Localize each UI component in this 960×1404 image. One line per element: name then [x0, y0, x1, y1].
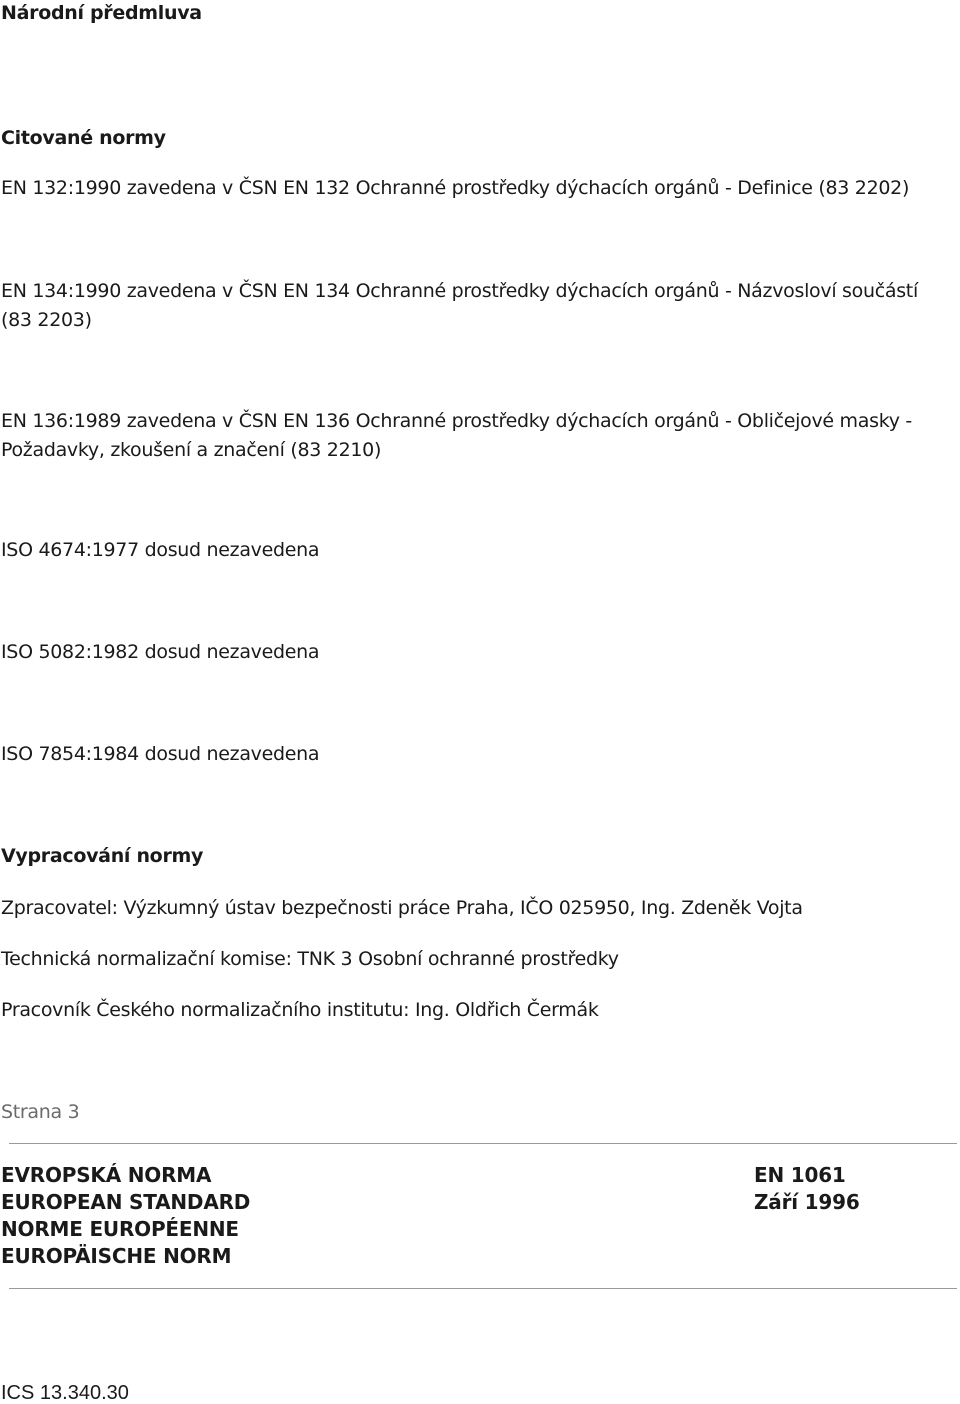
prepared-processor: Zpracovatel: Výzkumný ústav bezpečnosti práce Praha, IČO 025950, Ing. Zdeněk Vojta	[1, 897, 803, 919]
cited-item-en132: EN 132:1990 zavedena v ČSN EN 132 Ochranné prostředky dýchacích orgánů - Definice (83 2202)	[1, 177, 910, 199]
prepared-committee: Technická normalizační komise: TNK 3 Osobní ochranné prostředky	[1, 948, 619, 970]
cited-item-iso7854: ISO 7854:1984 dosud nezavedena	[1, 743, 320, 765]
standard-number: EN 1061	[754, 1163, 846, 1187]
prepared-worker: Pracovník Českého normalizačního institutu: Ing. Oldřich Čermák	[1, 999, 599, 1021]
cited-item-en136-line1: EN 136:1989 zavedena v ČSN EN 136 Ochranné prostředky dýchacích orgánů - Obličejové masky -	[1, 410, 912, 432]
top-divider	[9, 1143, 957, 1144]
preface-title: Národní předmluva	[1, 2, 202, 24]
standard-date: Září 1996	[754, 1190, 860, 1214]
bottom-divider	[9, 1288, 957, 1289]
prepared-heading: Vypracování normy	[1, 845, 204, 867]
standard-name-de: EUROPÄISCHE NORM	[1, 1244, 232, 1268]
standard-name-cs: EVROPSKÁ NORMA	[1, 1163, 212, 1187]
cited-heading: Citované normy	[1, 127, 166, 149]
cited-item-en134-line1: EN 134:1990 zavedena v ČSN EN 134 Ochranné prostředky dýchacích orgánů - Názvosloví součástí	[1, 280, 918, 302]
standard-name-en: EUROPEAN STANDARD	[1, 1190, 251, 1214]
ics-code: ICS 13.340.30	[1, 1382, 129, 1404]
page-label: Strana 3	[1, 1101, 80, 1123]
standard-name-fr: NORME EUROPÉENNE	[1, 1217, 239, 1241]
cited-item-iso5082: ISO 5082:1982 dosud nezavedena	[1, 641, 320, 663]
cited-item-en136-line2: Požadavky, zkoušení a značení (83 2210)	[1, 439, 382, 461]
cited-item-iso4674: ISO 4674:1977 dosud nezavedena	[1, 539, 320, 561]
cited-item-en134-line2: (83 2203)	[1, 309, 92, 331]
